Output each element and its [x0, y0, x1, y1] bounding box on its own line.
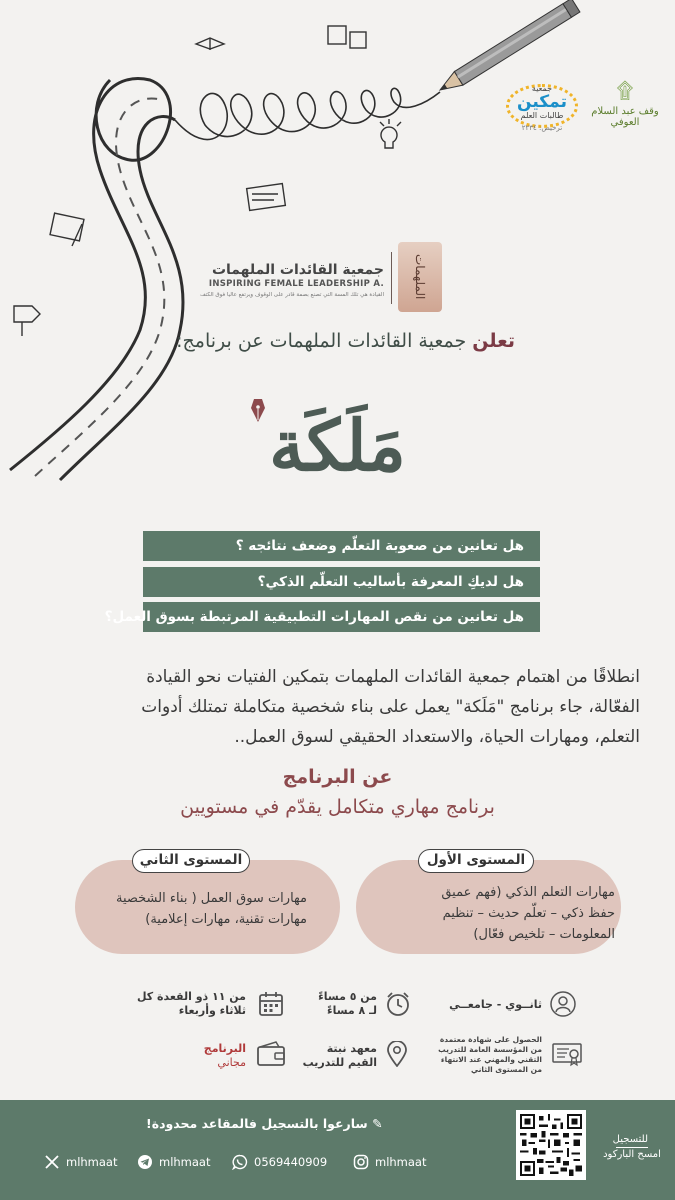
- certificate-text: [438, 1035, 542, 1075]
- person-icon: [550, 991, 576, 1017]
- level-one-line: المعلومات – تلخيص فعّال): [473, 927, 615, 942]
- instagram-icon: [353, 1154, 369, 1170]
- hurry-text: سارعوا بالتسجيل فالمقاعد محدودة!: [146, 1116, 368, 1131]
- tamkeen-name: تمكين: [517, 92, 567, 112]
- x-text: mlhmaat: [66, 1155, 118, 1169]
- about-heading: عن البرنامج: [282, 766, 393, 788]
- association-name-ar: جمعية القائدات الملهمات: [211, 262, 384, 278]
- level-one-line: حفظ ذكي – تعلّم حديث – تنظيم: [442, 906, 615, 921]
- whatsapp-number[interactable]: [232, 1152, 327, 1172]
- telegram-icon: [137, 1154, 153, 1170]
- time-end: لـ ٨ مساءً: [326, 1004, 377, 1017]
- hurry-message: [146, 1116, 383, 1131]
- association-logo: [200, 242, 442, 316]
- announcement-highlight: تعلن: [472, 330, 515, 352]
- register-text: [600, 1133, 664, 1162]
- tamkeen-logo: [498, 78, 586, 142]
- logo-divider: [391, 252, 392, 304]
- whatsapp-icon: [232, 1154, 248, 1170]
- telegram-text: mlhmaat: [159, 1155, 211, 1169]
- time-start: من ٥ مساءً: [318, 990, 377, 1003]
- announcement-text: جمعية القائدات الملهمات عن برنامج:: [176, 330, 473, 352]
- level-two-line: مهارات سوق العمل ( بناء الشخصية: [115, 891, 307, 906]
- certificate-line: من المستوى الثاني: [471, 1065, 542, 1074]
- qr-code[interactable]: [516, 1110, 586, 1180]
- level-one-line: مهارات التعلم الذكي (فهم عميق: [441, 885, 615, 900]
- level-two-title: المستوى الثاني: [132, 849, 250, 873]
- venue-subtitle: القيم للتدريب: [302, 1056, 377, 1069]
- x-icon: [44, 1154, 60, 1170]
- price-label: البرنامج: [203, 1042, 246, 1055]
- x-handle[interactable]: [44, 1152, 118, 1172]
- intro-line: الفعّالة، جاء برنامج "مَلَكة" يعمل على بناء شخصية متكاملة تمتلك أدوات: [141, 697, 640, 717]
- waqf-logo: [590, 78, 660, 138]
- association-emblem-text: الملهمات: [413, 254, 427, 300]
- certificate-line: الحصول على شهادة معتمدة: [439, 1035, 542, 1044]
- audience-text: ثانــوي - جامعــي: [449, 998, 542, 1011]
- level-one-title: المستوى الأول: [418, 849, 534, 873]
- level-two-line: مهارات تقنية، مهارات إعلامية): [145, 912, 307, 927]
- question-bar: هل لديكِ المعرفة بأساليب التعلّم الذكي؟: [143, 567, 540, 597]
- tamkeen-label: جمعية: [531, 84, 553, 93]
- association-name-en: INSPIRING FEMALE LEADERSHIP A.: [208, 279, 384, 289]
- association-emblem: [398, 242, 442, 312]
- question-bar: هل تعانين من صعوبة التعلّم وضعف نتائجه ؟: [143, 531, 540, 561]
- certificate-line: من المؤسسة العامة للتدريب: [438, 1045, 542, 1054]
- program-title: مَلَكَة: [269, 404, 406, 487]
- price-text: [204, 1042, 246, 1070]
- phone-text: 0569440909: [254, 1155, 328, 1169]
- intro-paragraph: [40, 662, 640, 752]
- time-text: [318, 990, 377, 1018]
- calendar-icon: [258, 991, 284, 1017]
- tamkeen-subtitle: طالبات العلم: [520, 111, 564, 120]
- intro-line: انطلاقًا من اهتمام جمعية القائدات الملهمات بتمكين الفتيات نحو القيادة: [146, 667, 640, 687]
- intro-line: التعلم، ومهارات الحياة، والاستعداد الحقيقي لسوق العمل..: [234, 727, 640, 747]
- about-subheading: برنامج مهاري متكامل يقدّم في مستويين: [180, 796, 495, 818]
- association-tagline: القيادة هي تلك المسة التي تصنع بصمة قادر على الوقوف ويرتفع عاليا فوق الكتف: [200, 292, 384, 298]
- date-text: [137, 990, 246, 1018]
- waqf-emblem-icon: ۩: [616, 79, 634, 104]
- register-label: للتسجيل: [616, 1133, 648, 1148]
- alarm-clock-icon: [385, 991, 411, 1017]
- register-instruction: امسح الباركود: [603, 1149, 661, 1160]
- location-pin-icon: [386, 1041, 408, 1067]
- date-days: ثلاثاء وأربعاء: [178, 1004, 246, 1017]
- question-bar: هل تعانين من نقص المهارات التطبيقية المرتبطة بسوق العمل؟: [143, 602, 540, 632]
- announcement: [176, 330, 515, 352]
- telegram-handle[interactable]: [137, 1152, 211, 1172]
- qr-code-icon: [520, 1114, 582, 1176]
- tamkeen-license: ترخيص: ٢٢٣٤: [521, 124, 563, 132]
- waqf-logo-text: وقف عبد السلام العوفي: [591, 106, 659, 128]
- price-value: مجاني: [217, 1056, 246, 1069]
- instagram-text: mlhmaat: [375, 1155, 427, 1169]
- register-form-icon: ✎: [367, 1116, 383, 1131]
- venue-text: [303, 1042, 377, 1070]
- level-two-content: [116, 888, 307, 930]
- certificate-icon: [552, 1041, 582, 1067]
- venue-name: معهد نبتة: [326, 1042, 377, 1055]
- date-start: من ١١ ذو القعدة كل: [136, 990, 246, 1003]
- instagram-handle[interactable]: [353, 1152, 427, 1172]
- level-one-content: [441, 882, 615, 945]
- certificate-line: التقني والمهني عند الانتهاء: [440, 1055, 542, 1064]
- wallet-icon: [256, 1041, 286, 1067]
